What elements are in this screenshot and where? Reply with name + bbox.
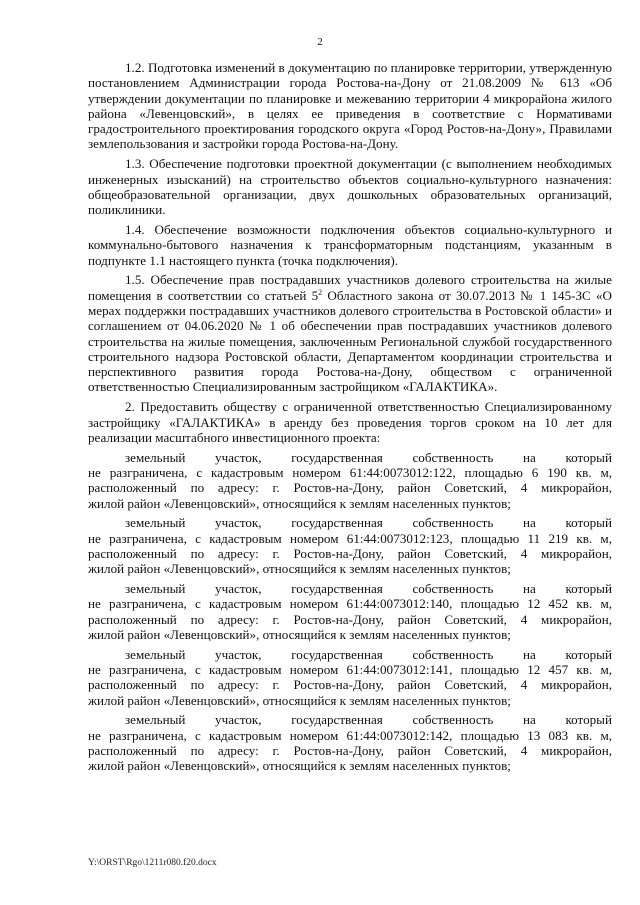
paragraph-1-5-part-a: 1.5. Обеспечение прав пострадавших участников долевого строительства на жилые помещения в соответствии со статьей 5 xyxy=(88,272,612,303)
paragraph-2: 2. Предоставить обществу с ограниченной ответственностью Специализированному застройщику «ГАЛАКТИКА» в аренду без проведения торгов сроком на 10 лет для реализации масштабного инвестиционного проекта: xyxy=(88,399,612,445)
land-plot-line: расположенный по адресу: г. Ростов-на-Дону, район Советский, 4 микрорайон, xyxy=(88,545,612,561)
land-plot-line: не разграничена, с кадастровым номером 61:44:0073012:140, площадью 12 452 кв. м, xyxy=(88,596,612,612)
file-path-footer: Y:\ORST\Rgo\1211r080.f20.docx xyxy=(88,858,217,868)
land-plot-line: расположенный по адресу: г. Ростов-на-Дону, район Советский, 4 микрорайон, xyxy=(88,742,612,758)
land-plot-line: жилой район «Левенцовский», относящийся к землям населенных пунктов; xyxy=(88,495,511,511)
land-plot-item xyxy=(88,647,612,708)
paragraph-1-5 xyxy=(88,272,612,394)
land-plot-item xyxy=(88,712,612,773)
land-plot-line: жилой район «Левенцовский», относящийся к землям населенных пунктов; xyxy=(88,758,511,774)
land-plot-line: не разграничена, с кадастровым номером 61:44:0073012:122, площадью 6 190 кв. м, xyxy=(88,464,612,480)
land-plot-item xyxy=(88,581,612,642)
land-plot-line: земельный участок, государственная собственность на который xyxy=(125,646,612,662)
paragraph-1-5-part-b: Областного закона от 30.07.2013 № 1 145-ЗС «О мерах поддержки пострадавших участников долевого строительства в Ростовской области» и соглашением от 04.06.2020 № 1 об обеспечении прав пострадавших участников долевого строительства на жилые помещения, заключенным Региональной службой государственного строительного надзора Ростовской области, Департаментом координации строительства и перспективного развития города Ростова-на-Дону, обществом с ограниченной ответственностью Специализированным застройщиком «ГАЛАКТИКА». xyxy=(88,287,613,395)
land-plot-line: жилой район «Левенцовский», относящийся к землям населенных пунктов; xyxy=(88,692,511,708)
land-plot-line: жилой район «Левенцовский», относящийся к землям населенных пунктов; xyxy=(88,561,511,577)
land-plot-line: расположенный по адресу: г. Ростов-на-Дону, район Советский, 4 микрорайон, xyxy=(88,480,612,496)
page-number: 2 xyxy=(317,36,323,48)
land-plot-line: не разграничена, с кадастровым номером 61:44:0073012:123, площадью 11 219 кв. м, xyxy=(88,530,612,546)
paragraph-1-4: 1.4. Обеспечение возможности подключения объектов социально-культурного и коммунально-бытового назначения к трансформаторным подстанциям, указанным в подпункте 1.1 настоящего пункта (точка подключения). xyxy=(88,221,612,268)
paragraph-1-3: 1.3. Обеспечение подготовки проектной документации (с выполнением необходимых инженерных изысканий) на строительство объектов социально-культурного назначения: общеобразовательной организации, двух дошкольных образовательных организаций, поликлиники. xyxy=(88,156,612,218)
land-plot-line: расположенный по адресу: г. Ростов-на-Дону, район Советский, 4 микрорайон, xyxy=(88,677,612,693)
land-plot-line: расположенный по адресу: г. Ростов-на-Дону, район Советский, 4 микрорайон, xyxy=(88,611,612,627)
land-plot-line: земельный участок, государственная собственность на который xyxy=(125,712,612,728)
land-plot-line: не разграничена, с кадастровым номером 61:44:0073012:142, площадью 13 083 кв. м, xyxy=(88,727,612,743)
land-plot-line: земельный участок, государственная собственность на который xyxy=(125,515,612,531)
land-plot-line: земельный участок, государственная собственность на который xyxy=(125,581,612,596)
land-plot-item xyxy=(88,515,612,576)
land-plot-line: земельный участок, государственная собственность на который xyxy=(125,449,612,465)
document-body xyxy=(88,60,612,778)
land-plot-line: не разграничена, с кадастровым номером 61:44:0073012:141, площадью 12 457 кв. м, xyxy=(88,661,612,677)
land-plot-line: жилой район «Левенцовский», относящийся к землям населенных пунктов; xyxy=(88,626,511,642)
land-plot-list xyxy=(88,450,612,774)
land-plot-item xyxy=(88,450,612,511)
article-superscript: 2 xyxy=(318,287,323,297)
paragraph-1-2: 1.2. Подготовка изменений в документацию по планировке территории, утвержденную постановлением Администрации города Ростова-на-Дону от 21.08.2009 № 613 «Об утверждении документации по планировке и межеванию территории 4 микрорайона жилого района «Левенцовский», в целях ее приведения в соответствие с Нормативами градостроительного проектирования городского округа «Город Ростов-на-Дону», Правилами землепользования и застройки города Ростова-на-Дону. xyxy=(88,60,612,152)
